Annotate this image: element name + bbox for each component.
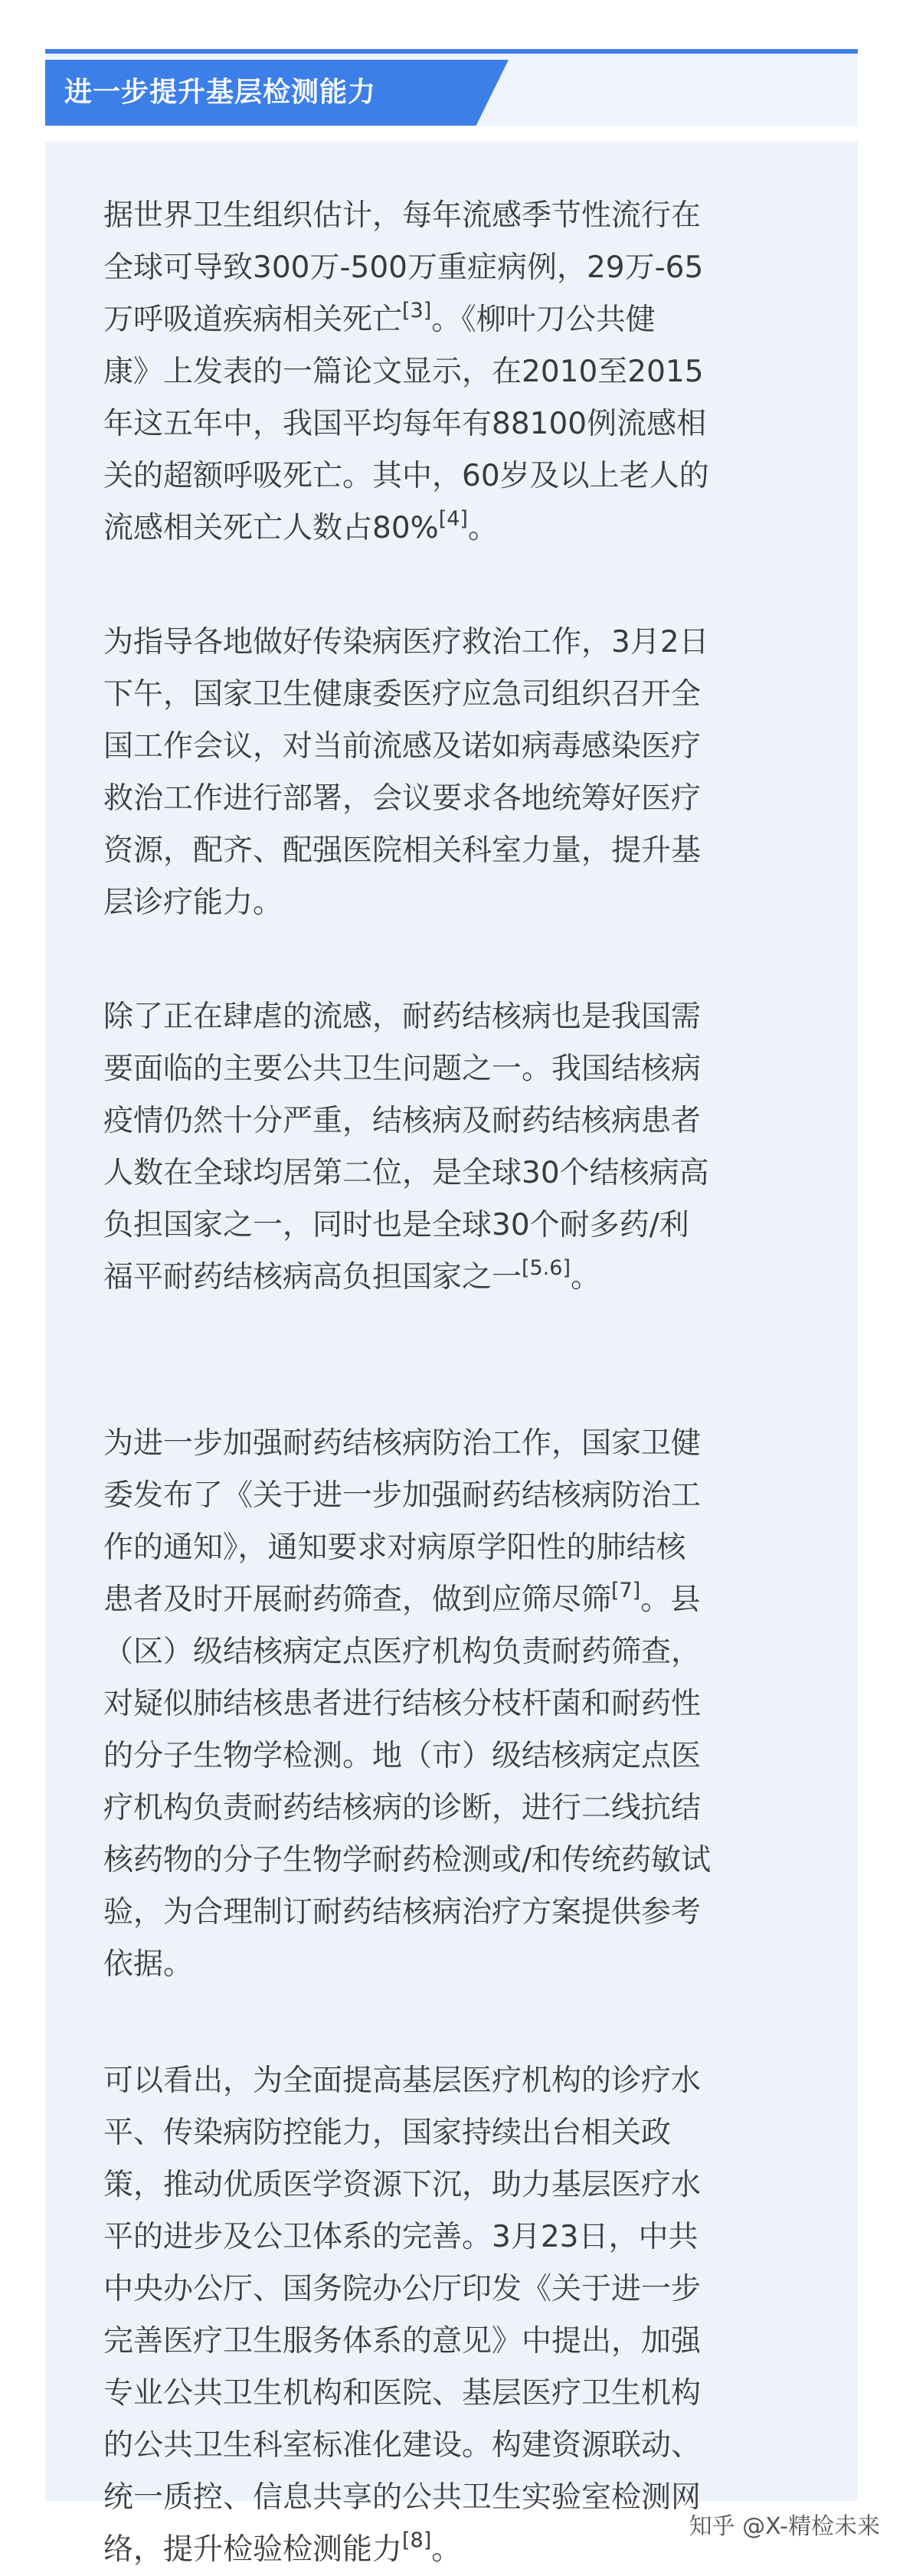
text-segment: 策，推动优质医学资源下沉，助力基层医疗水 [103, 2168, 702, 2202]
text-segment: 患者及时开展耐药筛查，做到应筛尽筛 [103, 1583, 612, 1617]
text-segment: 全球可导致300万-500万重症病例，29万-65 [103, 250, 704, 285]
text-segment: 的分子生物学检测。地（市）级结核病定点医 [103, 1739, 702, 1773]
text-segment: 资源，配齐、配强医院相关科室力量，提升基 [103, 833, 702, 868]
text-segment: 下午，国家卫生健康委医疗应急司组织召开全 [103, 677, 702, 712]
text-line [103, 2107, 804, 2159]
text-segment: 验，为合理制订耐药结核病治疗方案提供参考 [103, 1895, 702, 1930]
zhihu-watermark: 知乎 @X-精检未来 [689, 2513, 880, 2540]
text-line [103, 617, 804, 669]
text-segment: 关的超额呼吸死亡。其中，60岁及以上老人的 [103, 459, 709, 493]
citation-reference: [7] [611, 1579, 641, 1602]
paragraph-drug-resistant-tb [103, 991, 804, 1304]
text-line [103, 1574, 804, 1626]
text-segment: 络，提升检验检测能力 [103, 2532, 403, 2567]
text-line [103, 1252, 804, 1304]
text-segment: 层诊疗能力。 [103, 885, 283, 920]
text-line [103, 1418, 804, 1470]
text-line [103, 1887, 804, 1939]
text-line [103, 1147, 804, 1200]
text-line [103, 1095, 804, 1147]
text-line [103, 721, 804, 773]
paragraph-policy-summary [103, 2055, 804, 2576]
text-line [103, 190, 804, 242]
text-line [103, 1626, 804, 1678]
text-line [103, 2263, 804, 2316]
text-line [103, 1678, 804, 1730]
text-segment: 除了正在肆虐的流感，耐药结核病也是我国需 [103, 1000, 702, 1034]
text-segment: （区）级结核病定点医疗机构负责耐药筛查， [103, 1635, 702, 1669]
text-line [103, 346, 804, 398]
text-segment: 。县 [640, 1583, 701, 1617]
text-line [103, 1522, 804, 1574]
paragraph-national-meeting [103, 617, 804, 929]
text-segment: 作的通知》，通知要求对病原学阳性的肺结核 [103, 1530, 686, 1565]
text-segment: 中央办公厅、国务院办公厅印发《关于进一步 [103, 2272, 702, 2306]
text-line [103, 1200, 804, 1252]
text-line [103, 825, 804, 877]
paragraph-flu-burden [103, 190, 804, 555]
text-segment: 统一质控、信息共享的公共卫生实验室检测网 [103, 2480, 702, 2515]
text-segment: 福平耐药结核病高负担国家之一 [103, 1260, 522, 1295]
text-line [103, 669, 804, 721]
text-segment: 依据。 [103, 1947, 194, 1982]
text-line [103, 1470, 804, 1522]
text-segment: 疗机构负责耐药结核病的诊断，进行二线抗结 [103, 1791, 702, 1825]
citation-reference: [5.6] [522, 1256, 571, 1280]
text-segment: 国工作会议，对当前流感及诺如病毒感染医疗 [103, 729, 702, 764]
text-segment: 据世界卫生组织估计，每年流感季节性流行在 [103, 198, 702, 233]
text-segment: 万呼吸道疾病相关死亡 [103, 303, 403, 337]
text-line [103, 294, 804, 346]
citation-reference: [3] [402, 299, 432, 322]
text-segment: 。 [431, 2532, 462, 2567]
text-segment: 人数在全球均居第二位，是全球30个结核病高 [103, 1156, 709, 1190]
text-line [103, 2159, 804, 2211]
text-segment: 为进一步加强耐药结核病防治工作，国家卫健 [103, 1426, 702, 1461]
text-segment: 负担国家之一，同时也是全球30个耐多药/利 [103, 1208, 689, 1242]
text-line [103, 1835, 804, 1887]
text-line [103, 502, 804, 555]
text-line [103, 2316, 804, 2368]
text-line [103, 2055, 804, 2107]
section-title: 进一步提升基层检测能力 [64, 77, 377, 108]
text-line [103, 991, 804, 1043]
text-segment: 要面临的主要公共卫生问题之一。我国结核病 [103, 1052, 702, 1086]
text-segment: 核药物的分子生物学耐药检测或/和传统药敏试 [103, 1843, 712, 1877]
text-segment: 完善医疗卫生服务体系的意见》中提出，加强 [103, 2324, 702, 2358]
text-segment: 平的进步及公卫体系的完善。3月23日，中共 [103, 2220, 699, 2254]
paragraph-tb-notice [103, 1418, 804, 1991]
text-segment: 救治工作进行部署，会议要求各地统筹好医疗 [103, 781, 702, 816]
text-line [103, 1730, 804, 1782]
text-line [103, 773, 804, 825]
text-line [103, 1939, 804, 1991]
text-segment: 疫情仍然十分严重，结核病及耐药结核病患者 [103, 1104, 702, 1138]
text-line [103, 450, 804, 502]
text-segment: 流感相关死亡人数占80% [103, 511, 439, 545]
text-line [103, 242, 804, 294]
citation-reference: [8] [402, 2529, 432, 2552]
text-line [103, 877, 804, 929]
text-line [103, 398, 804, 450]
text-segment: 为指导各地做好传染病医疗救治工作，3月2日 [103, 625, 709, 660]
text-segment: 平、传染病防控能力，国家持续出台相关政 [103, 2116, 672, 2150]
text-segment: 对疑似肺结核患者进行结核分枝杆菌和耐药性 [103, 1687, 702, 1721]
text-segment: 。 [571, 1260, 601, 1295]
text-line [103, 2211, 804, 2263]
text-segment: 。 [467, 511, 498, 545]
text-segment: 的公共卫生科室标准化建设。构建资源联动、 [103, 2428, 702, 2463]
text-line [103, 1043, 804, 1095]
text-segment: 康》上发表的一篇论文显示，在2010至2015 [103, 355, 704, 389]
text-segment: 委发布了《关于进一步加强耐药结核病防治工 [103, 1478, 702, 1513]
text-line [103, 2368, 804, 2420]
text-line [103, 2420, 804, 2472]
text-segment: 专业公共卫生机构和医院、基层医疗卫生机构 [103, 2376, 702, 2411]
text-segment: 。《柳叶刀公共健 [431, 303, 656, 337]
citation-reference: [4] [438, 507, 468, 531]
text-segment: 可以看出，为全面提高基层医疗机构的诊疗水 [103, 2064, 702, 2098]
text-segment: 年这五年中，我国平均每年有88100例流感相 [103, 407, 707, 441]
text-line [103, 1782, 804, 1835]
